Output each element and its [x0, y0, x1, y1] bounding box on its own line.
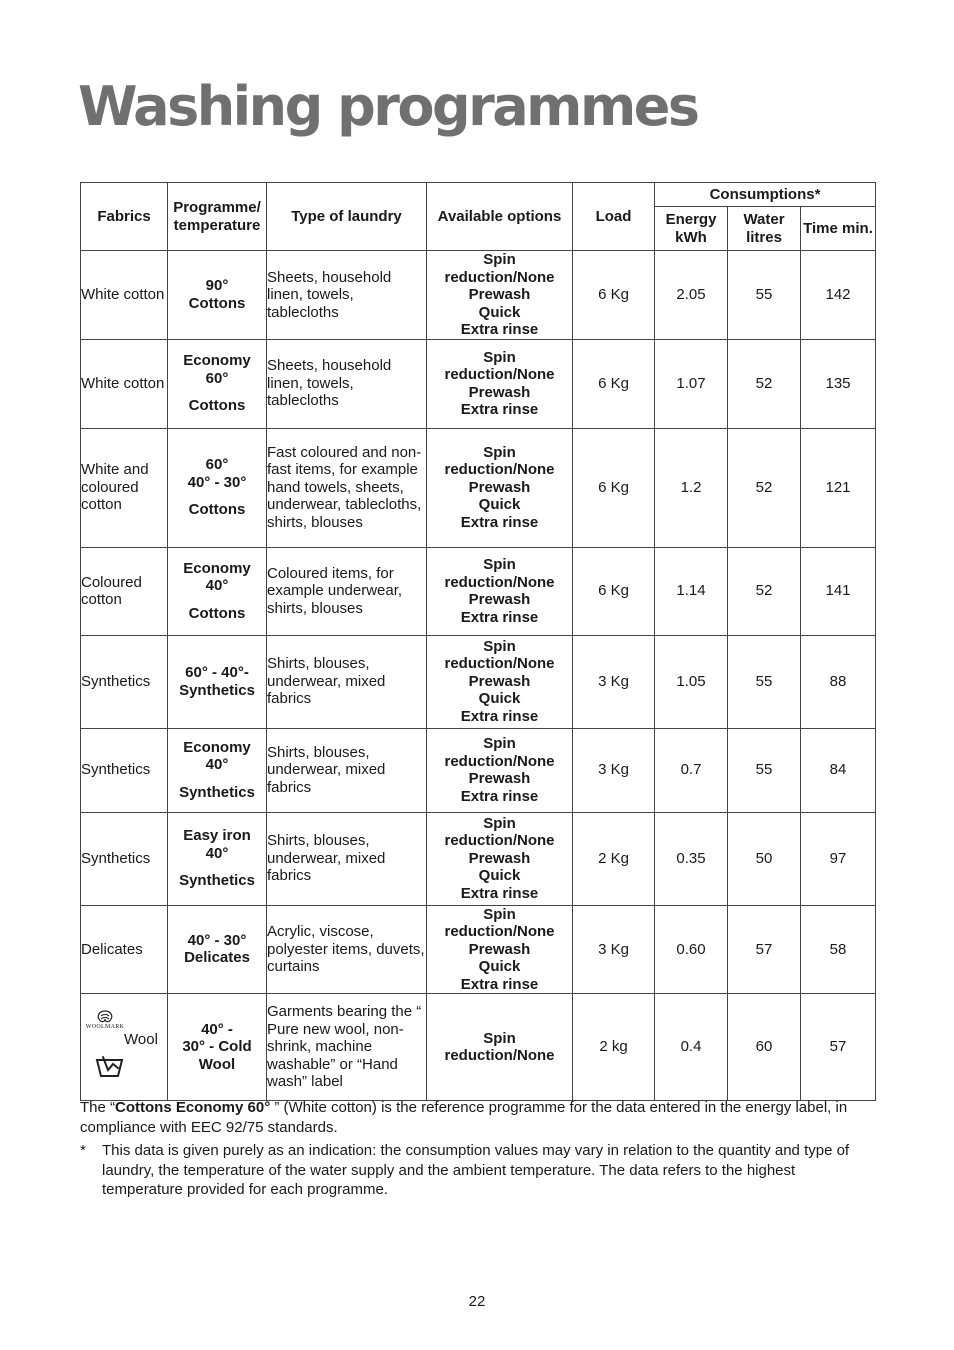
water-cell: 55	[728, 251, 801, 340]
asterisk: *	[80, 1142, 86, 1159]
time-cell: 121	[801, 428, 876, 547]
load-cell: 6 Kg	[573, 547, 655, 635]
energy-cell: 2.05	[655, 251, 728, 340]
time-cell: 97	[801, 812, 876, 905]
option-item: Prewash	[468, 383, 531, 401]
table-row	[81, 547, 876, 635]
energy-cell: 1.14	[655, 547, 728, 635]
fabric-cell: White cotton	[81, 339, 168, 428]
programme-line: 30° - Cold	[182, 1038, 252, 1056]
table-row	[81, 994, 876, 1101]
programme-line: Wool	[198, 1055, 236, 1073]
programme-line: 40°	[205, 756, 229, 774]
options-cell	[427, 994, 573, 1101]
footnotes	[80, 1098, 880, 1200]
programme-cell	[168, 339, 267, 428]
energy-cell: 1.2	[655, 428, 728, 547]
laundry-type-cell: Fast coloured and non-fast items, for example hand towels, sheets, underwear, tablecloths, shirts, blouses	[267, 428, 427, 547]
programme-line: 60° - 40°-	[185, 664, 249, 681]
water-cell: 55	[728, 635, 801, 728]
programme-cell	[168, 728, 267, 812]
programme-line: 40° -	[201, 1020, 233, 1038]
energy-cell: 0.60	[655, 905, 728, 994]
fabric-cell: White and coloured cotton	[81, 428, 168, 547]
fabric-cell: Delicates	[81, 905, 168, 994]
fabric-cell: Coloured cotton	[81, 547, 168, 635]
time-cell: 135	[801, 339, 876, 428]
programme-line: 60°	[205, 456, 229, 474]
programme-line: Synthetics	[179, 783, 255, 801]
water-cell: 52	[728, 428, 801, 547]
option-item: Extra rinse	[460, 975, 539, 993]
energy-cell: 0.35	[655, 812, 728, 905]
option-item: Prewash	[468, 591, 531, 608]
programme-line: 40°	[205, 577, 229, 595]
water-cell: 52	[728, 547, 801, 635]
programme-line: Economy	[183, 738, 251, 756]
option-item: Spin reduction/None	[444, 348, 555, 383]
options-cell	[427, 635, 573, 728]
page-number: 22	[468, 1293, 486, 1310]
options-cell	[427, 547, 573, 635]
laundry-type-cell: Sheets, household linen, towels, tablecloths	[267, 251, 427, 340]
option-item: Extra rinse	[460, 787, 539, 805]
table-row	[81, 635, 876, 728]
load-cell: 3 Kg	[573, 905, 655, 994]
energy-cell: 1.07	[655, 339, 728, 428]
programme-line: Cottons	[188, 501, 246, 519]
load-cell: 2 Kg	[573, 812, 655, 905]
table-row	[81, 339, 876, 428]
energy-cell: 0.4	[655, 994, 728, 1101]
programme-line: Delicates	[184, 949, 250, 967]
option-item: Prewash	[468, 672, 531, 690]
load-cell: 6 Kg	[573, 339, 655, 428]
option-item: Extra rinse	[460, 321, 539, 338]
programme-line: 40°	[205, 844, 229, 862]
options-cell	[427, 905, 573, 994]
load-cell: 6 Kg	[573, 251, 655, 340]
energy-cell: 1.05	[655, 635, 728, 728]
programme-line: 40° - 30°	[187, 473, 247, 491]
option-item: Extra rinse	[460, 513, 539, 531]
options-cell	[427, 812, 573, 905]
woolmark-logo	[85, 1010, 125, 1031]
programme-cell	[168, 905, 267, 994]
water-cell: 60	[728, 994, 801, 1101]
option-item: Spin reduction/None	[444, 443, 555, 479]
water-cell: 52	[728, 339, 801, 428]
programme-line: 90°	[205, 277, 229, 295]
option-item: Extra rinse	[460, 401, 539, 418]
option-item: Extra rinse	[460, 608, 539, 626]
option-item: Quick	[478, 958, 521, 975]
table-row	[81, 251, 876, 340]
programme-cell	[168, 635, 267, 728]
programme-line: 40° - 30°	[187, 931, 247, 949]
time-cell: 88	[801, 635, 876, 728]
header-fabrics: Fabrics	[81, 183, 168, 251]
programme-cell	[168, 812, 267, 905]
reference-note: The “Cottons Economy 60° ” (White cotton) is the reference programme for the data entered in the energy label, in compliance with EEC 92/75 standards.	[80, 1099, 848, 1136]
programme-line: Easy iron	[183, 827, 251, 845]
fabric-cell	[81, 994, 168, 1101]
fabric-cell: Synthetics	[81, 812, 168, 905]
option-item: Quick	[478, 303, 521, 321]
option-item: Spin reduction/None	[444, 735, 555, 770]
option-item: Quick	[478, 867, 521, 885]
option-item: Spin reduction/None	[444, 1029, 555, 1064]
washing-programmes-table	[80, 182, 876, 1101]
header-energy: Energy kWh	[655, 207, 728, 251]
option-item: Spin reduction/None	[444, 814, 555, 850]
fabric-cell: Synthetics	[81, 635, 168, 728]
load-cell: 6 Kg	[573, 428, 655, 547]
laundry-type-cell: Shirts, blouses, underwear, mixed fabrics	[267, 812, 427, 905]
option-item: Spin reduction/None	[444, 905, 555, 940]
time-cell: 142	[801, 251, 876, 340]
time-cell: 141	[801, 547, 876, 635]
energy-cell: 0.7	[655, 728, 728, 812]
laundry-type-cell: Sheets, household linen, towels, tablecloths	[267, 339, 427, 428]
table-row	[81, 905, 876, 994]
option-item: Spin reduction/None	[444, 251, 555, 286]
option-item: Extra rinse	[460, 884, 539, 902]
header-time: Time min.	[801, 207, 876, 251]
programme-line: Synthetics	[179, 681, 255, 699]
laundry-type-cell: Garments bearing the “ Pure new wool, non-shrink, machine washable” or “Hand wash” label	[267, 994, 427, 1101]
laundry-type-cell: Acrylic, viscose, polyester items, duvets, curtains	[267, 905, 427, 994]
laundry-type-cell: Shirts, blouses, underwear, mixed fabrics	[267, 635, 427, 728]
time-cell: 58	[801, 905, 876, 994]
laundry-type-cell: Coloured items, for example underwear, shirts, blouses	[267, 547, 427, 635]
load-cell: 3 Kg	[573, 635, 655, 728]
option-item: Prewash	[468, 286, 531, 303]
header-programme: Programme/ temperature	[168, 183, 267, 251]
header-options: Available options	[427, 183, 573, 251]
option-item: Prewash	[468, 770, 531, 787]
load-cell: 2 kg	[573, 994, 655, 1101]
option-item: Prewash	[468, 940, 531, 958]
time-cell: 84	[801, 728, 876, 812]
programme-line: Economy	[183, 559, 251, 577]
option-item: Prewash	[468, 478, 531, 496]
woolmark-text: WOOLMARK	[85, 1024, 125, 1030]
table-row	[81, 428, 876, 547]
options-cell	[427, 428, 573, 547]
header-water: Water litres	[728, 207, 801, 251]
page-title: Washing programmes	[78, 75, 698, 138]
fabric-cell: Synthetics	[81, 728, 168, 812]
header-consumptions: Consumptions*	[655, 183, 876, 207]
header-load: Load	[573, 183, 655, 251]
load-cell: 3 Kg	[573, 728, 655, 812]
option-item: Spin reduction/None	[444, 556, 555, 591]
water-cell: 57	[728, 905, 801, 994]
options-cell	[427, 339, 573, 428]
programme-line: Cottons	[188, 604, 246, 622]
water-cell: 50	[728, 812, 801, 905]
option-item: Quick	[478, 690, 521, 708]
programme-cell	[168, 251, 267, 340]
option-item: Quick	[478, 496, 521, 514]
programme-cell	[168, 547, 267, 635]
disclaimer-text: This data is given purely as an indication: the consumption values may vary in relation to the quantity and type of laundry, the temperature of the water supply and the ambient temperature. The data refers to the highest temperature provided for each programme.	[102, 1142, 850, 1198]
fabric-cell: White cotton	[81, 251, 168, 340]
programme-line: Cottons	[188, 397, 246, 415]
reference-programme: Cottons Economy 60°	[115, 1099, 271, 1116]
table-row	[81, 812, 876, 905]
programme-line: 60°	[205, 369, 229, 387]
programme-line: Cottons	[188, 294, 246, 312]
programme-line: Economy	[183, 352, 251, 370]
woolmark-icon	[95, 1010, 115, 1024]
time-cell: 57	[801, 994, 876, 1101]
option-item: Prewash	[468, 849, 531, 867]
fabric-label: Wool	[124, 1031, 158, 1048]
option-item: Spin reduction/None	[444, 637, 555, 673]
laundry-type-cell: Shirts, blouses, underwear, mixed fabrics	[267, 728, 427, 812]
option-item: Extra rinse	[460, 707, 539, 725]
options-cell	[427, 728, 573, 812]
options-cell	[427, 251, 573, 340]
header-type: Type of laundry	[267, 183, 427, 251]
programme-line: Synthetics	[179, 872, 255, 890]
table-row	[81, 728, 876, 812]
disclaimer-note	[80, 1141, 880, 1200]
water-cell: 55	[728, 728, 801, 812]
programme-cell	[168, 428, 267, 547]
programme-cell	[168, 994, 267, 1101]
hand-wash-icon	[95, 1054, 125, 1078]
